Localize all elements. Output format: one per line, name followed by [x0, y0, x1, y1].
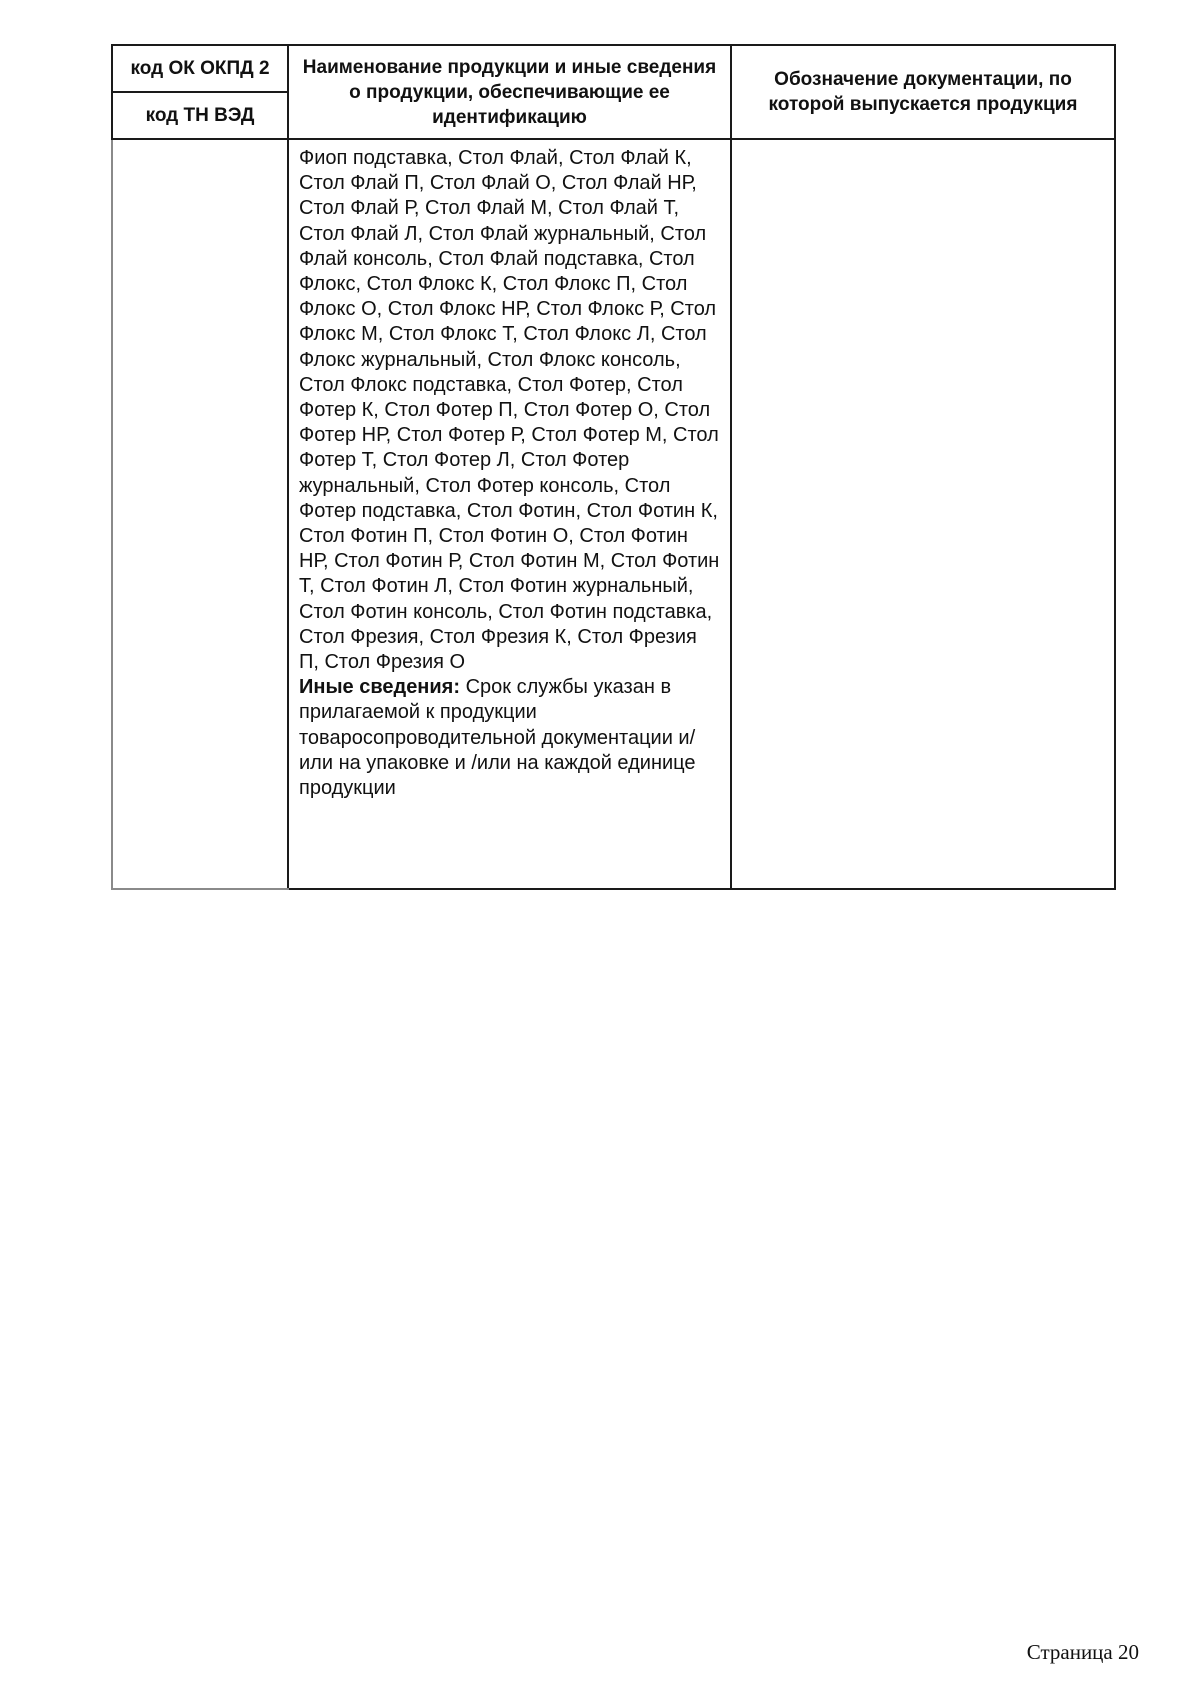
- page-number: Страница 20: [1026, 1640, 1139, 1664]
- product-list-text: Фиоп подставка, Стол Флай, Стол Флай К, Стол Флай П, Стол Флай О, Стол Флай НР, Стол Флай Р, Стол Флай М, Стол Флай Т, Стол Флай Л, Стол Флай журнальный, Стол Флай консоль, Стол Флай подставка, Стол Флокс, Стол Флокс К, Стол Флокс П, Стол Флокс О, Стол Флокс НР, Стол Флокс Р, Стол Флокс М, Стол Флокс Т, Стол Флокс Л, Стол Флокс журнальный, Стол Флокс консоль, Стол Флокс подставка, Стол Фотер, Стол Фотер К, Стол Фотер П, Стол Фотер О, Стол Фотер НР, Стол Фотер Р, Стол Фотер М, Стол Фотер Т, Стол Фотер Л, Стол Фотер журнальный, Стол Фотер консоль, Стол Фотер подставка, Стол Фотин, Стол Фотин К, Стол Фотин П, Стол Фотин О, Стол Фотин НР, Стол Фотин Р, Стол Фотин М, Стол Фотин Т, Стол Фотин Л, Стол Фотин журнальный, Стол Фотин консоль, Стол Фотин подставка, Стол Фрезия, Стол Фрезия К, Стол Фрезия П, Стол Фрезия О: [299, 147, 720, 674]
- documentation-cell: [731, 139, 1115, 889]
- header-documentation: Обозначение документации, по которой выпускается продукция: [731, 45, 1115, 139]
- table-row: [112, 139, 1115, 889]
- other-info-text: Срок службы указан в прилагаемой к продукции товаросопроводительной документации и/или на упаковке и /или на каждой единице продукции: [299, 676, 696, 800]
- other-info-label: Иные сведения:: [299, 676, 461, 699]
- header-product-name: Наименование продукции и иные сведения о продукции, обеспечивающие ее идентификацию: [288, 45, 731, 139]
- header-code-okpd: код ОК ОКПД 2: [112, 45, 288, 92]
- header-row-1: [112, 45, 1115, 92]
- product-table: [111, 44, 1116, 890]
- product-list-cell: [288, 139, 731, 889]
- code-cell: [112, 139, 288, 889]
- header-code-tnved: код ТН ВЭД: [112, 92, 288, 139]
